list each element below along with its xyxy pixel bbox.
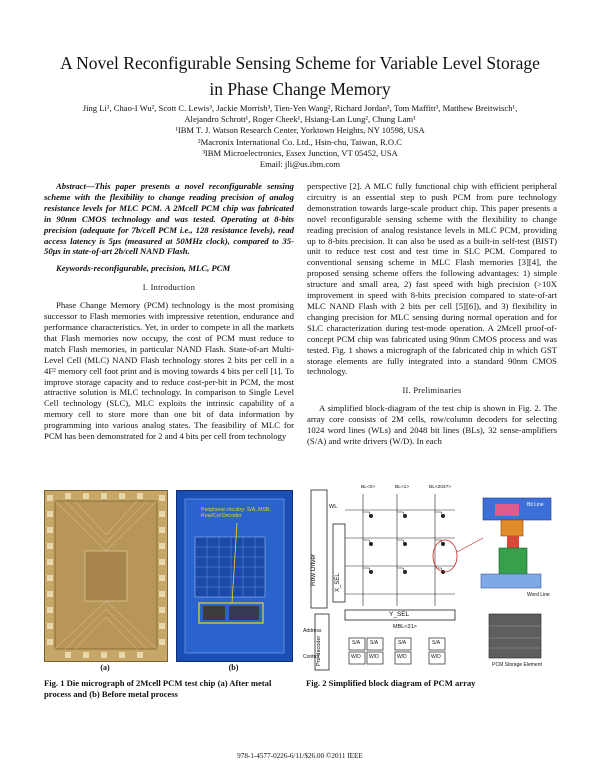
right-paragraph-1: perspective [2]. A MLC fully functional chip with efficient peripheral circuitry is an essential step to push PCM from pure technology demonstration towards large-scale product chip. This paper presents a novel reconfigurable sensing scheme with the flexibility to change reading precision of analog resistance levels in MLC PCM, providing up to 8-bits precision. It can also be used as a built-in self-test (BIST) unit to reduce test cost and test time in SLC PCM. Compared to conventional sensing scheme in MLC Flash memories [3][4], the proposed sensing scheme offers the following advantages: 1) simple structure and small area, 2) fast speed with high precision (>10X improvement in speed with 8-bits precision compared to state-of-art MLC NAND Flash with 2 bits per cell [5][6]), and 3) flexibility in changing precision for MLC sensing during normal operation and for SLC characterization during test-mode operation. A 2Mcell proof-of-concept PCM chip was fabricated using 90nm CMOS process and was tested. Fig. 1 shows a micrograph of the fabricated chip in which GST storage elements are fully integrated into a standard 90nm CMOS technology. <box>307 181 557 377</box>
section-heading-introduction: I. Introduction <box>142 283 196 293</box>
bl-label-0: BL<0> <box>361 485 376 490</box>
bit-line-label: Bit Line <box>527 502 544 508</box>
mbl-label: MBL<31> <box>393 624 417 630</box>
author-email: Email: jli@us.ibm.com <box>259 159 341 170</box>
copyright-footer: 978-1-4577-0226-6/11/$26.00 ©2011 IEEE <box>237 752 363 760</box>
introduction-paragraph: Phase Change Memory (PCM) technology is the most promising successor to Flash memories with impressive retention, endurance and performance characteristics. Yet, in order to compete in all the markets that Flash memories now occupy, the cost of PCM must reduce to match Flash memories, in particular NAND Flash. State-of-art Multi-Level Cell (MLC) NAND Flash technology stores 2 bits per cell in a 4F² memory cell foot print and is moving towards 4 bits per cell [1]. To improve storage capacity and to reduce cost-per-bit in PCM, the most attractive solution is MLC technology. In comparison to Single Level Cell technology (SLC), MLC exploits the intrinsic capability of a memory cell to store more than one bit of data information by programming into various analog states. The feasibility of MLC for PCM has been demonstrated for 2 and 4 bits per cell from technology <box>44 300 294 442</box>
right-paragraph-2: A simplified block-diagram of the test chip is shown in Fig. 2. The array core consists of 2M cells, row/column decoders for selecting 1024 word lines (WLs) and 2048 bit lines (BLs), 32 sense-amplifiers (S/A) and write drivers (W/D). In each <box>307 403 557 446</box>
keywords: Keywords-reconfigurable, precision, MLC, PCM <box>56 263 231 274</box>
figure1-label-a: (a) <box>100 663 110 672</box>
wd-label-3: W/D <box>397 654 407 660</box>
wd-label-4: W/D <box>431 654 441 660</box>
die-micrograph-after-metal <box>44 490 168 662</box>
left-column <box>44 181 294 442</box>
sa-label-4: S/A <box>432 640 441 646</box>
figure2-block-diagram <box>305 482 560 680</box>
figure1-caption: Fig. 1 Die micrograph of 2Mcell PCM test chip (a) After metal process and (b) Before metal process <box>44 678 272 699</box>
wd-label-2: W/D <box>369 654 379 660</box>
wl-label: WL <box>329 504 338 510</box>
control-label: Control <box>303 654 320 660</box>
abstract-label: Abstract <box>56 181 86 191</box>
xsel-label: X_SEL <box>335 573 341 592</box>
address-label: Address <box>303 628 322 634</box>
figure1-label-b: (b) <box>228 663 239 672</box>
sa-label-1: S/A <box>352 640 361 646</box>
right-column <box>307 181 557 447</box>
paper-title <box>20 50 580 102</box>
bl-label-2047: BL<2047> <box>429 485 452 490</box>
sa-label-3: S/A <box>398 640 407 646</box>
inset-annotation: Peripheral circuitry: S/A, MSB, Row/Col Decoder <box>201 507 271 519</box>
abstract <box>44 181 294 257</box>
pcm-storage-element-label: PCM Storage Element <box>492 662 542 668</box>
predecoder-label: Pre-decoder <box>316 635 322 666</box>
title-line-2: in Phase Change Memory <box>209 79 391 99</box>
figure2-caption: Fig. 2 Simplified block diagram of PCM array <box>306 678 476 688</box>
affiliation-2: ²Macronix International Co. Ltd., Hsin-chu, Taiwan, R.O.C <box>198 136 402 147</box>
authors-line-2: Alejandro Schrott¹, Roger Cheek¹, Hsiang-Lan Lung², Chung Lam¹ <box>184 114 416 125</box>
die-micrograph-before-metal <box>176 490 293 662</box>
bl-label-1: BL<1> <box>395 485 410 490</box>
row-driver-label: Row Driver <box>310 553 317 586</box>
affiliation-1: ¹IBM T. J. Watson Research Center, Yorktown Heights, NY 10598, USA <box>175 125 425 136</box>
affiliation-3: ³IBM Microelectronics, Essex Junction, VT 05452, USA <box>202 147 398 158</box>
word-line-label: Word Line <box>527 592 550 598</box>
wd-label-1: W/D <box>351 654 361 660</box>
section-heading-preliminaries: II. Preliminaries <box>402 386 462 396</box>
title-line-1: A Novel Reconfigurable Sensing Scheme for Variable Level Storage <box>60 53 540 73</box>
abstract-text: —This paper presents a novel reconfigurable sensing scheme with the flexibility to change reading precision of analog resistance levels for MLC PCM. A 2Mcell PCM chip was fabricated in 90nm CMOS technology and was tested. Operating at 8-bits precision (adequate for 7b/cell PCM i.e., 128 resistance levels), read access latency is 5μs (measured at 50MHz clock), compared to 35-50μs in state-of-art 2b/cell NAND Flash. <box>44 181 294 257</box>
sa-label-2: S/A <box>370 640 379 646</box>
authors-line-1: Jing Li¹, Chao-I Wu², Scott C. Lewis³, Jackie Morrish³, Tien-Yen Wang², Richard Jordan³, Tom Maffitt³, Matthew Breitwisch¹, <box>82 103 518 113</box>
author-block <box>40 103 560 170</box>
ysel-label: Y_SEL <box>389 611 410 618</box>
